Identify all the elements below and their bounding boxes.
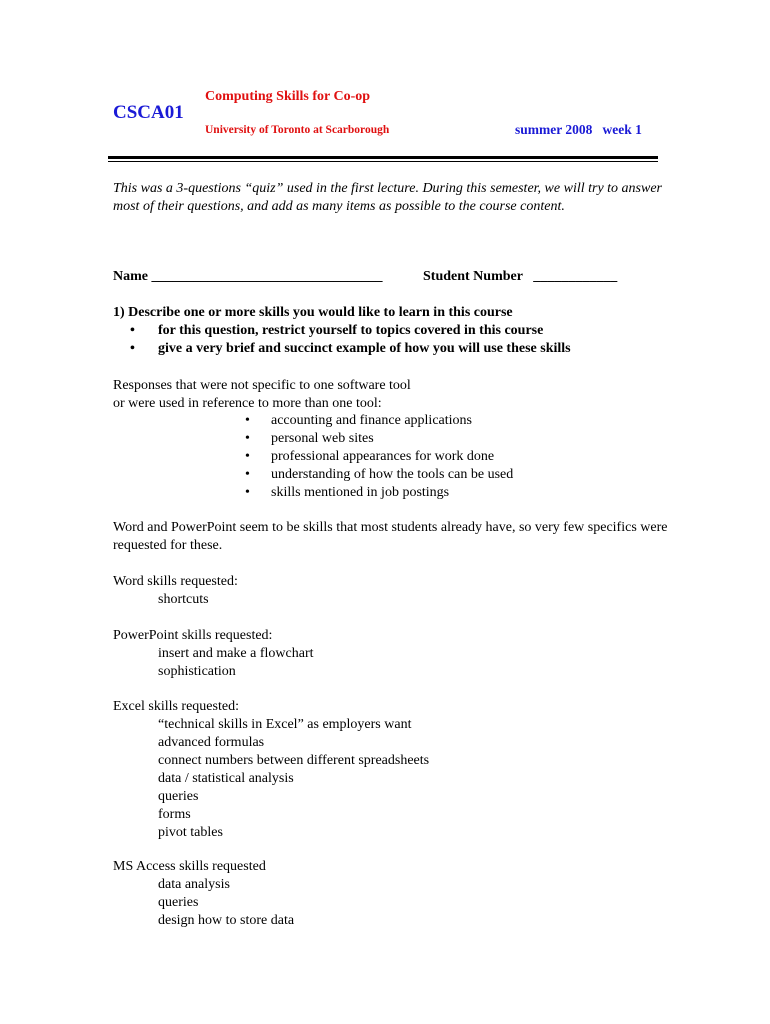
list-item: advanced formulas [158,735,265,750]
term-label: summer 2008 week 1 [515,122,642,137]
list-item: pivot tables [158,825,223,840]
responses-intro [113,377,411,413]
access-skills-heading: MS Access skills requested [113,859,266,874]
word-skills-heading: Word skills requested: [113,574,238,589]
powerpoint-skills-heading: PowerPoint skills requested: [113,628,273,643]
list-item: sophistication [158,664,236,679]
header-divider-thick [108,156,658,159]
bullet-icon: • [245,467,250,482]
list-item: “technical skills in Excel” as employers want [158,717,412,732]
course-title: Computing Skills for Co-op [205,89,371,104]
item-text: personal web sites [271,431,374,446]
question-1-bullets [130,322,571,358]
name-field-line: Name _________________________________ [113,269,383,284]
item-text: accounting and finance applications [271,413,472,428]
list-item [245,412,513,430]
bullet-icon: • [245,449,250,464]
list-item: connect numbers between different spreadsheets [158,753,430,768]
bullet-icon: • [130,341,135,356]
list-item: queries [158,789,199,804]
list-item: design how to store data [158,913,295,928]
list-item: data analysis [158,877,230,892]
responses-intro-line: Responses that were not specific to one software tool [113,378,411,393]
intro-paragraph: This was a 3-questions “quiz” used in the first lecture. During this semester, we will try to answer most of their questions, and add as many items as possible to the course content. [113,181,663,214]
excel-skills-list [158,716,429,842]
bullet-text: give a very brief and succinct example of how you will use these skills [158,341,571,356]
list-item [130,340,571,358]
list-item [245,484,513,502]
list-item: data / statistical analysis [158,771,294,786]
bullet-icon: • [245,431,250,446]
item-text: skills mentioned in job postings [271,485,450,500]
list-item [245,430,513,448]
powerpoint-skills-list [158,645,314,681]
bullet-icon: • [130,323,135,338]
header-divider-thin [108,161,658,162]
list-item: queries [158,895,199,910]
list-item: shortcuts [158,592,209,607]
student-number-field-line: Student Number ____________ [423,269,618,284]
item-text: understanding of how the tools can be used [271,467,514,482]
bullet-icon: • [245,485,250,500]
word-skills-list [158,591,209,609]
list-item [130,322,571,340]
word-powerpoint-note: Word and PowerPoint seem to be skills that most students already have, so very few specifics were requested for these. [113,520,668,553]
list-item: insert and make a flowchart [158,646,314,661]
question-1: 1) Describe one or more skills you would like to learn in this course [113,305,513,320]
excel-skills-heading: Excel skills requested: [113,699,239,714]
list-item: forms [158,807,191,822]
responses-intro-line: or were used in reference to more than one tool: [113,396,382,411]
bullet-icon: • [245,413,250,428]
university-name: University of Toronto at Scarborough [205,124,390,136]
access-skills-list [158,876,294,930]
item-text: professional appearances for work done [271,449,495,464]
list-item [245,466,513,484]
list-item [245,448,513,466]
responses-list [245,412,513,502]
course-code: CSCA01 [113,102,184,123]
bullet-text: for this question, restrict yourself to topics covered in this course [158,323,544,338]
